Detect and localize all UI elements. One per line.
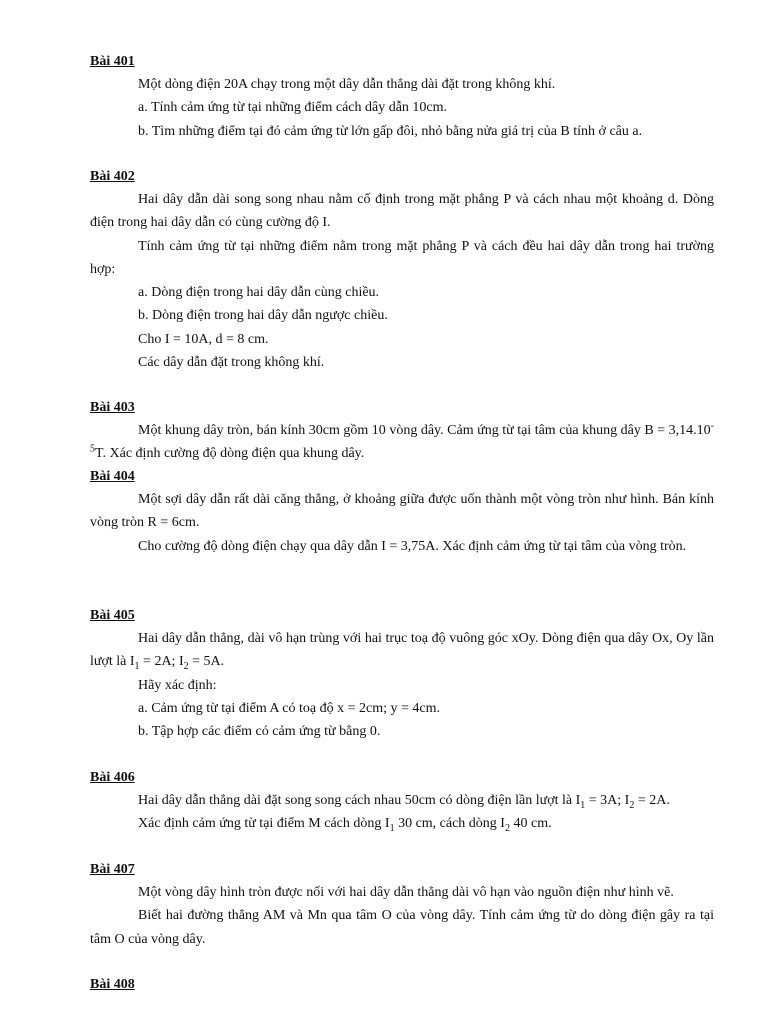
text-part: = 3A; I <box>585 793 630 808</box>
text-part: = 2A. <box>634 793 670 808</box>
exercise-title: Bài 401 <box>90 54 135 69</box>
paragraph: a. Dòng điện trong hai dây dẫn cùng chiều. <box>138 285 380 301</box>
exercise-401 <box>90 50 714 143</box>
text-part: Hai dây dẫn thẳng dài đặt song song cách nhau 50cm có dòng điện lần lượt là I <box>138 793 581 808</box>
exercise-title: Bài 408 <box>90 977 135 992</box>
paragraph: Hai dây dẫn dài song song nhau nằm cố định trong mặt phẳng P và cách nhau một khoảng d. Dòng điện trong hai dây dẫn có cùng cường độ I. <box>90 192 714 231</box>
paragraph: Biết hai đường thẳng AM và Mn qua tâm O của vòng dây. Tính cảm ứng từ do dòng điện gây ra tại tâm O của vòng dây. <box>90 908 714 947</box>
paragraph: Một vòng dây hình tròn được nối với hai dây dẫn thẳng dài vô hạn vào nguồn điện như hình vẽ. <box>138 885 674 900</box>
paragraph: Một sợi dây dẫn rất dài căng thẳng, ở khoảng giữa được uốn thành một vòng tròn như hình. Bán kính vòng tròn R = 6cm. <box>90 492 714 531</box>
subscript: 1 <box>134 661 140 673</box>
exercise-402 <box>90 165 714 374</box>
paragraph: Cho cường độ dòng điện chạy qua dây dẫn I = 3,75A. Xác định cảm ứng từ tại tâm của vòng tròn. <box>138 538 687 554</box>
paragraph: b. Tìm những điểm tại đó cảm ứng từ lớn gấp đôi, nhỏ bằng nửa giá trị của B tính ở câu a. <box>138 123 643 139</box>
text-part: Hai dây dẫn thẳng, dài vô hạn trùng với hai trục toạ độ vuông góc xOy. Dòng điện qua dây Ox, Oy lần lượt là I <box>90 631 714 670</box>
paragraph: Một dòng điện 20A chạy trong một dây dẫn thẳng dài đặt trong không khí. <box>138 77 556 92</box>
exercise-title: Bài 407 <box>90 862 135 877</box>
exercise-407 <box>90 858 714 951</box>
exercise-title: Bài 405 <box>90 608 135 623</box>
paragraph: b. Tập hợp các điểm có cảm ứng từ bằng 0. <box>138 724 381 740</box>
exercise-406 <box>90 766 714 836</box>
superscript: -5 <box>90 420 714 455</box>
text-part: T. Xác định cường độ dòng điện qua khung dây. <box>95 446 365 462</box>
paragraph: Các dây dẫn đặt trong không khí. <box>138 355 325 371</box>
exercise-405 <box>90 604 714 743</box>
paragraph <box>90 419 714 466</box>
text-part: Một khung dây tròn, bán kính 30cm gồm 10 vòng dây. Cảm ứng từ tại tâm của khung dây B = 3,14.10 <box>138 423 711 438</box>
subscript: 2 <box>629 799 635 811</box>
exercise-title: Bài 406 <box>90 770 135 785</box>
paragraph: Tính cảm ứng từ tại những điểm nằm trong mặt phẳng P và cách đều hai dây dẫn trong hai trường hợp: <box>90 238 714 277</box>
paragraph: b. Dòng điện trong hai dây dẫn ngược chiều. <box>138 308 388 324</box>
paragraph <box>90 627 714 674</box>
exercise-title: Bài 403 <box>90 400 135 415</box>
exercise-title: Bài 404 <box>90 469 135 484</box>
paragraph: Hãy xác định: <box>138 677 217 693</box>
subscript: 1 <box>389 823 395 835</box>
exercise-404 <box>90 465 714 558</box>
subscript: 1 <box>580 799 586 811</box>
paragraph <box>90 789 714 812</box>
text-part: 40 cm. <box>509 816 552 832</box>
text-part: Xác định cảm ứng từ tại điểm M cách dòng I <box>138 816 390 832</box>
text-part: = 2A; I <box>139 654 184 670</box>
subscript: 2 <box>504 823 510 835</box>
paragraph: a. Tính cảm ứng từ tại những điểm cách dây dẫn 10cm. <box>138 100 448 116</box>
paragraph <box>90 812 714 835</box>
text-part: 30 cm, cách dòng I <box>394 816 505 832</box>
exercise-title: Bài 402 <box>90 169 135 184</box>
exercise-408 <box>90 973 714 996</box>
subscript: 2 <box>183 661 189 673</box>
paragraph: Cho I = 10A, d = 8 cm. <box>138 331 269 347</box>
text-part: = 5A. <box>188 654 225 670</box>
paragraph: a. Cảm ứng từ tại điểm A có toạ độ x = 2cm; y = 4cm. <box>138 700 440 716</box>
exercise-403 <box>90 396 714 466</box>
